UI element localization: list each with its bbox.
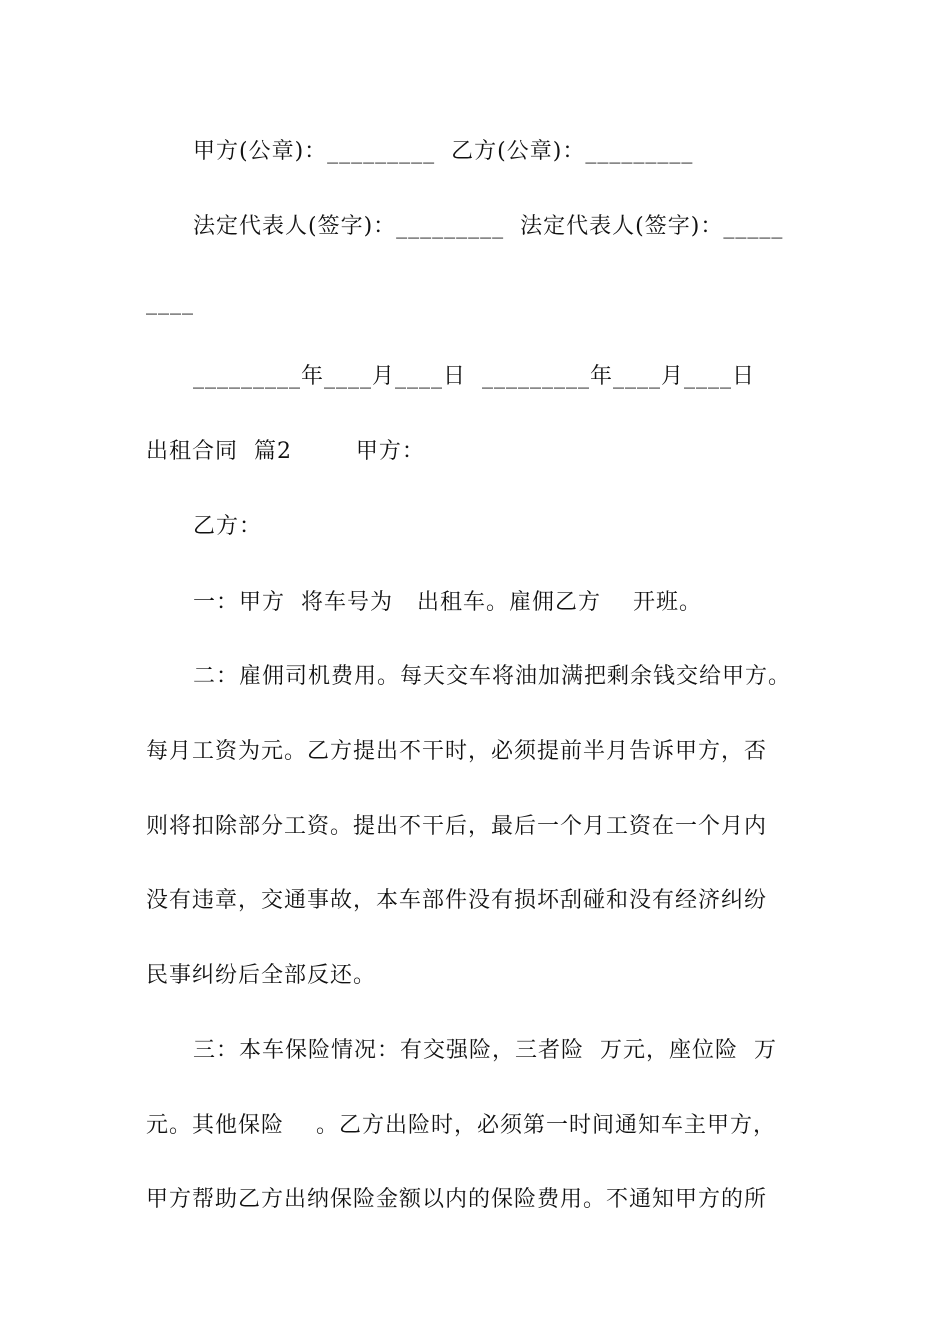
legal-rep-signature-line: 法定代表人(签字)：_________ 法定代表人(签字)：_____: [193, 214, 784, 239]
party-b-line: 乙方：: [193, 514, 263, 539]
party-seal-line: 甲方(公章)：_________ 乙方(公章)：_________: [193, 139, 694, 164]
clause-3-line: 甲方帮助乙方出纳保险金额以内的保险费用。不通知甲方的所: [146, 1187, 768, 1212]
clause-1: 一：甲方 将车号为 出租车。雇佣乙方 开班。: [193, 590, 702, 615]
clause-2-line: 二：雇佣司机费用。每天交车将油加满把剩余钱交给甲方。: [193, 664, 792, 689]
clause-2-line: 民事纠纷后全部反还。: [146, 963, 377, 988]
signing-date-line: _________年____月____日 _________年____月____日: [193, 364, 755, 389]
clause-2-line: 则将扣除部分工资。提出不干后，最后一个月工资在一个月内: [146, 814, 768, 839]
clause-2-line: 没有违章，交通事故，本车部件没有损坏刮碰和没有经济纠纷: [146, 888, 768, 913]
clause-3-line: 元。其他保险 。乙方出险时，必须第一时间通知车主甲方，: [146, 1113, 776, 1138]
legal-rep-signature-line-continued: ____: [146, 290, 194, 315]
clause-3-line: 三：本车保险情况：有交强险，三者险 万元，座位险 万: [193, 1038, 777, 1063]
clause-2-line: 每月工资为元。乙方提出不干时，必须提前半月告诉甲方，否: [146, 739, 768, 764]
contract-heading-line: 出租合同 篇2 甲方：: [146, 439, 425, 464]
